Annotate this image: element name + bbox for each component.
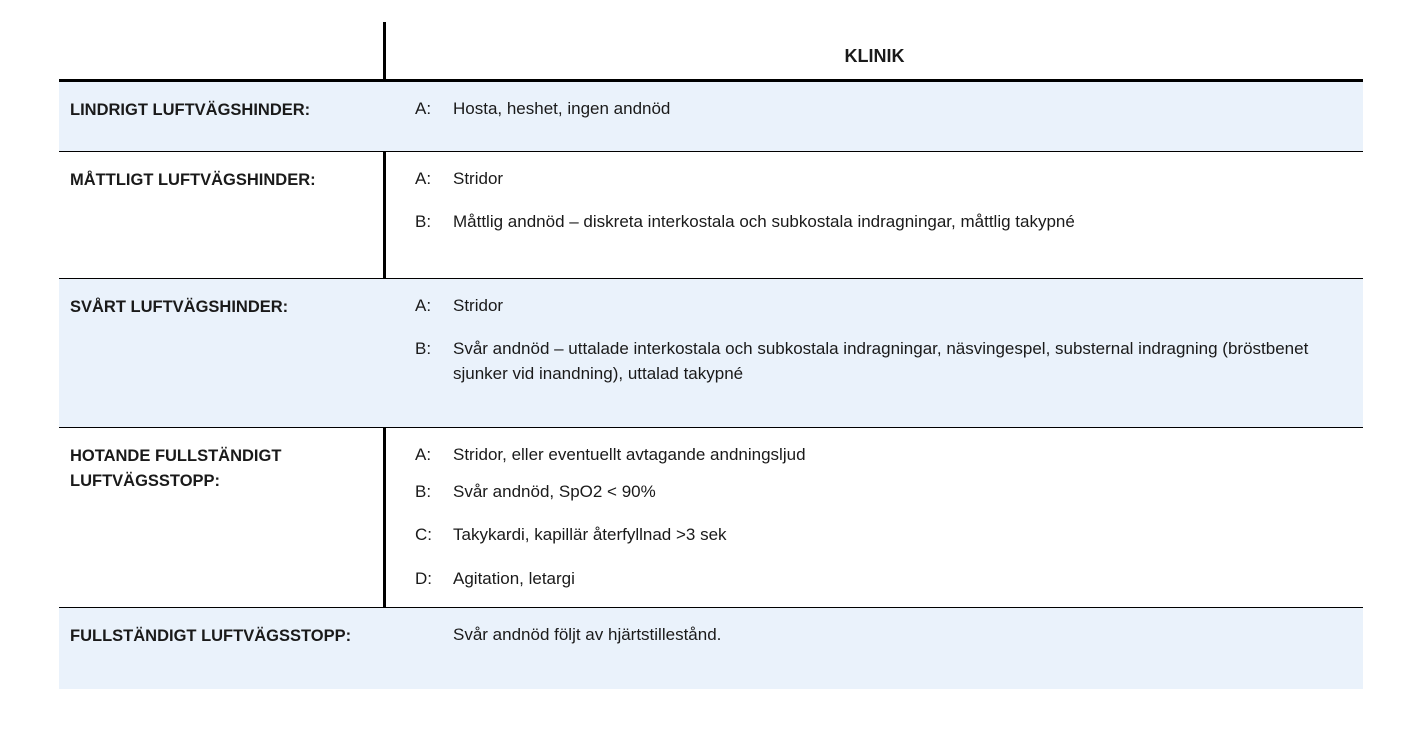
table-row: [59, 152, 1363, 279]
item-text: Hosta, heshet, ingen andnöd: [453, 99, 671, 118]
row-items: [415, 166, 1333, 234]
item-text: Stridor: [453, 296, 504, 315]
clinical-table: [59, 22, 1363, 689]
list-item: [415, 336, 1333, 386]
row-label: MÅTTLIGT LUFTVÄGSHINDER:: [70, 171, 316, 189]
item-text: Svår andnöd, SpO2 < 90%: [453, 482, 656, 501]
list-item: [415, 209, 1333, 234]
row-label: LINDRIGT LUFTVÄGSHINDER:: [70, 101, 311, 119]
table-row: [59, 279, 1363, 428]
item-letter: [415, 622, 453, 647]
row-label: SVÅRT LUFTVÄGSHINDER:: [70, 298, 289, 316]
item-text: Stridor: [453, 169, 504, 188]
item-letter: B:: [415, 339, 432, 358]
list-item: [415, 622, 1333, 647]
list-item: [415, 442, 1333, 467]
item-text: Svår andnöd följt av hjärtstillestånd.: [453, 625, 722, 644]
row-label: HOTANDE FULLSTÄNDIGT LUFTVÄGSSTOPP:: [70, 447, 282, 490]
list-item: [415, 293, 1333, 318]
item-letter: A:: [415, 99, 432, 118]
item-text: Takykardi, kapillär återfyllnad >3 sek: [453, 525, 727, 544]
list-item: [415, 566, 1333, 591]
table-row: [59, 82, 1363, 152]
row-items: [415, 96, 1333, 121]
item-text: Svår andnöd – uttalade interkostala och subkostala indragningar, näsvingespel, substernal indragning (bröstbenet sjunker vid inandning), uttalad takypné: [453, 339, 1309, 383]
row-items: [415, 622, 1333, 647]
item-letter: B:: [415, 482, 432, 501]
list-item: [415, 522, 1333, 547]
table-header: [59, 22, 1363, 82]
item-text: Agitation, letargi: [453, 569, 575, 588]
row-label: FULLSTÄNDIGT LUFTVÄGSSTOPP:: [70, 627, 352, 645]
table-row: [59, 608, 1363, 689]
table-row: [59, 428, 1363, 608]
klinik-heading: KLINIK: [844, 46, 905, 66]
item-text: Stridor, eller eventuellt avtagande andningsljud: [453, 445, 806, 464]
item-letter: D:: [415, 569, 432, 588]
item-letter: C:: [415, 525, 432, 544]
list-item: [415, 96, 1333, 121]
item-letter: A:: [415, 445, 432, 464]
item-text: Måttlig andnöd – diskreta interkostala och subkostala indragningar, måttlig takypné: [453, 212, 1075, 231]
row-items: [415, 442, 1333, 591]
list-item: [415, 166, 1333, 191]
item-letter: A:: [415, 296, 432, 315]
item-letter: A:: [415, 169, 432, 188]
row-items: [415, 293, 1333, 386]
item-letter: B:: [415, 212, 432, 231]
list-item: [415, 479, 1333, 504]
